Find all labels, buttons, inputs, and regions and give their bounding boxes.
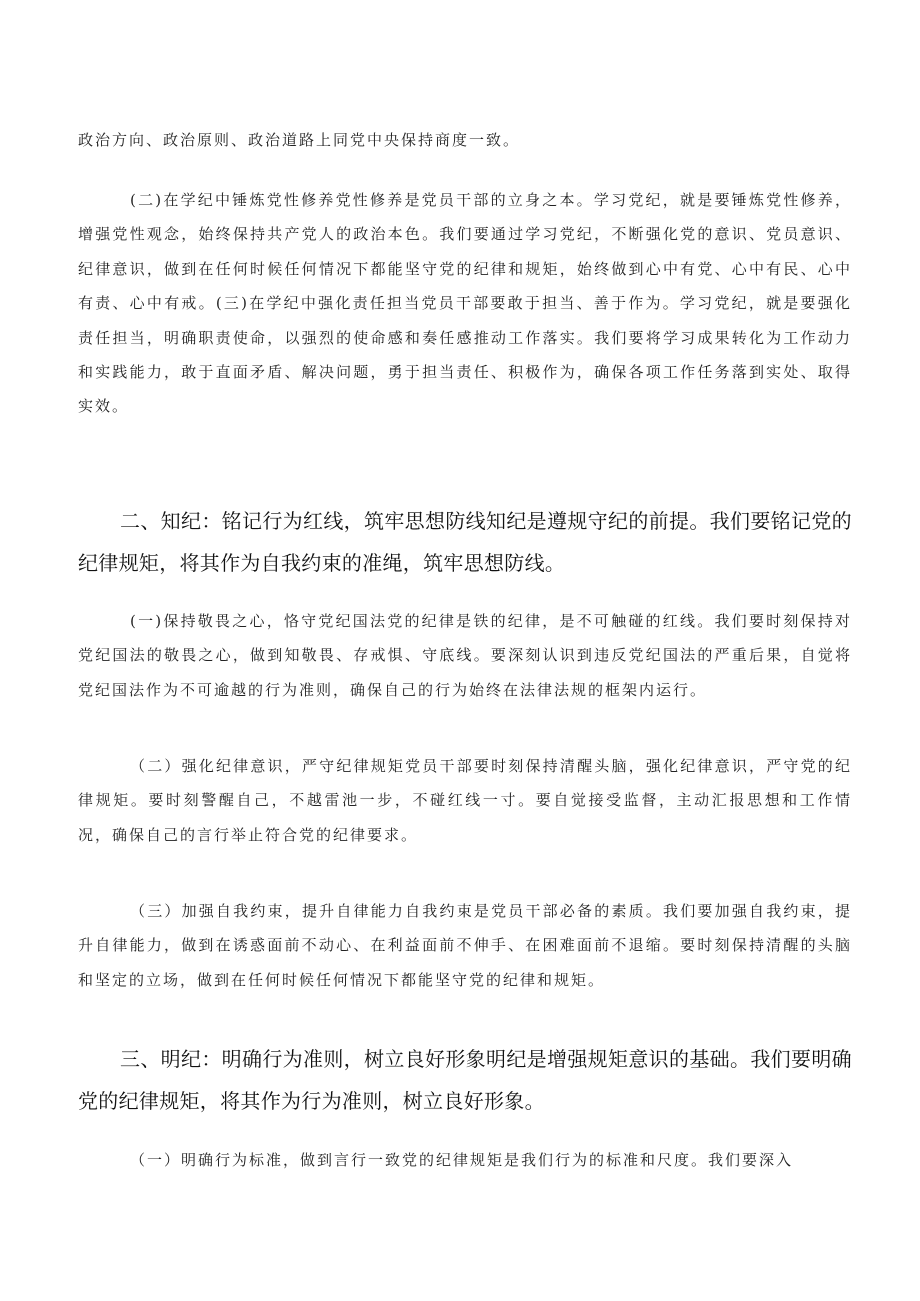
paragraph-party-spirit: (二)在学纪中锤炼党性修养党性修养是党员干部的立身之本。学习党纪，就是要锤炼党性修养，增强党性观念，始终保持共产党人的政治本色。我们要通过学习党纪，不断强化党的意识、党员意识、纪律意识，做到在任何时候任何情况下都能坚守党的纪律和规矩，始终做到心中有党、心中有民、心中有责、心中有戒。(三)在学纪中强化责任担当党员干部要敢于担当、善于作为。学习党纪，就是要强化责任担当，明确职责使命，以强烈的使命感和奏任感推动工作落实。我们要将学习成果转化为工作动力和实践能力，敢于直面矛盾、解决问题，勇于担当责任、积极作为，确保各项工作任务落到实处、取得实效。 bbox=[78, 191, 852, 416]
paragraph-behavior-standard: （一）明确行为标准，做到言行一致党的纪律规矩是我们行为的标准和尺度。我们要深入 bbox=[130, 1151, 794, 1169]
paragraph-self-restraint: （三）加强自我约束，提升自律能力自我约束是党员干部必备的素质。我们要加强自我约束，提升自律能力，做到在诱惑面前不动心、在利益面前不伸手、在困难面前不退缩。要时刻保持清醒的头脑和坚定的立场，做到在任何时候任何情况下都能坚守党的纪律和规矩。 bbox=[78, 902, 852, 989]
paragraph-continuation: 政治方向、政治原则、政治道路上同党中央保持商度一致。 bbox=[78, 131, 521, 149]
section-heading-know-discipline: 二、知纪：铭记行为红线，筑牢思想防线知纪是遵规守纪的前提。我们要铭记党的纪律规矩，将其作为自我约束的准绳，筑牢思想防线。 bbox=[78, 509, 852, 575]
paragraph-reverence: (一)保持敬畏之心，恪守党纪国法党的纪律是铁的纪律，是不可触碰的红线。我们要时刻保持对党纪国法的敬畏之心，做到知敬畏、存戒惧、守底线。要深刻认识到违反党纪国法的严重后果，自觉将党纪国法作为不可逾越的行为准则，确保自己的行为始终在法律法规的框架内运行。 bbox=[78, 612, 852, 699]
section-heading-clarify-discipline: 三、明纪：明确行为准则，树立良好形象明纪是增强规矩意识的基础。我们要明确党的纪律规矩，将其作为行为准则，树立良好形象。 bbox=[78, 1047, 852, 1113]
paragraph-discipline-awareness: （二）强化纪律意识，严守纪律规矩党员干部要时刻保持清醒头脑，强化纪律意识，严守党的纪律规矩。要时刻警醒自己，不越雷池一步，不碰红线一寸。要自觉接受监督，主动汇报思想和工作情况，确保自己的言行举止符合党的纪律要求。 bbox=[78, 757, 852, 844]
